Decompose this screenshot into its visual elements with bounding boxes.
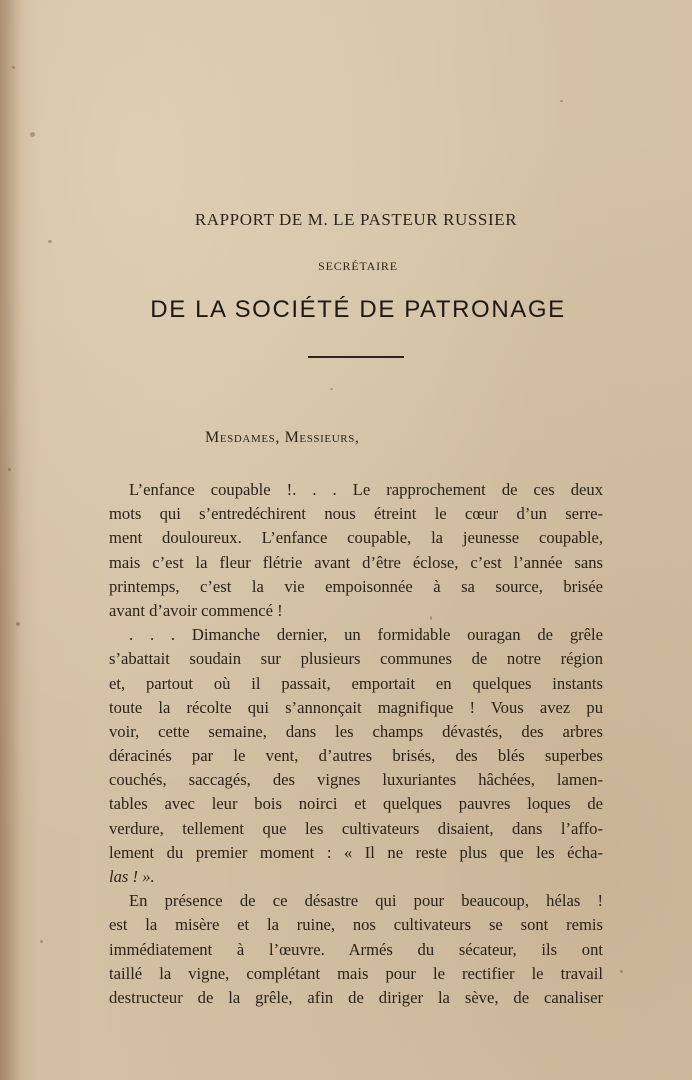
title-divider [308,356,404,358]
text-line: mais c’est la fleur flétrie avant d’être éclose, c’est l’année sans [109,552,603,572]
text-line: En présence de ce désastre qui pour beaucoup, hélas ! [129,891,603,911]
report-title: RAPPORT DE M. LE PASTEUR RUSSIER [194,210,518,229]
text-line: avant d’avoir commencé ! [109,600,283,620]
salutation-text: Mesdames, Messieurs, [205,429,360,446]
body-text [109,478,603,1010]
text-line: verdure, tellement que les cultivateurs disaient, dans l’affo- [109,818,603,838]
text-line: las ! ». [109,867,155,886]
text-line: voir, cette semaine, dans les champs dévastés, des arbres [109,721,603,741]
text-line: déracinés par le vent, d’autres brisés, des blés superbes [109,746,603,766]
text-line: est la misère et la ruine, nos cultivateurs se sont remis [109,915,603,935]
text-line: . . . Dimanche dernier, un formidable ouragan de grêle [129,625,603,645]
paper-speck [430,616,432,620]
text-line: taillé la vigne, complétant mais pour le rectifier le travail [109,963,603,983]
report-subtitle-role: SECRÉTAIRE [318,259,398,273]
text-line: mots qui s’entredéchirent nous étreint le cœur d’un serre- [109,504,603,524]
text-line: printemps, c’est la vie empoisonnée à sa source, brisée [109,576,603,596]
paper-speck [620,970,623,973]
text-line: s’abattait soudain sur plusieurs communes de notre région [109,649,603,669]
paper-speck [8,468,11,471]
text-line: destructeur de la grêle, afin de diriger la sève, de canaliser [109,987,603,1007]
text-line: ment douloureux. L’enfance coupable, la jeunesse coupable, [109,528,603,548]
text-line: immédiatement à l’œuvre. Armés du sécateur, ils ont [109,939,603,959]
paper-speck [560,100,563,102]
text-line: tables avec leur bois noirci et quelques pauvres loques de [109,794,603,814]
paper-speck [330,388,333,390]
text-line: couchés, saccagés, des vignes luxuriantes hâchées, lamen- [109,770,603,790]
text-line: L’enfance coupable !. . . Le rapprochement de ces deux [129,480,603,499]
paper-speck [12,66,15,69]
page-spine-shadow [0,0,22,1080]
salutation [205,429,360,447]
paper-speck [40,940,43,943]
report-organization-title: DE LA SOCIÉTÉ DE PATRONAGE [150,296,566,323]
text-line: et, partout où il passait, emportait en quelques instants [109,673,603,693]
paper-speck [30,132,35,137]
text-line: lement du premier moment : « Il ne reste plus que les écha- [109,842,603,862]
text-line: toute la récolte qui s’annonçait magnifique ! Vous avez pu [109,697,603,717]
paper-speck [48,240,52,243]
paper-speck [16,622,20,626]
